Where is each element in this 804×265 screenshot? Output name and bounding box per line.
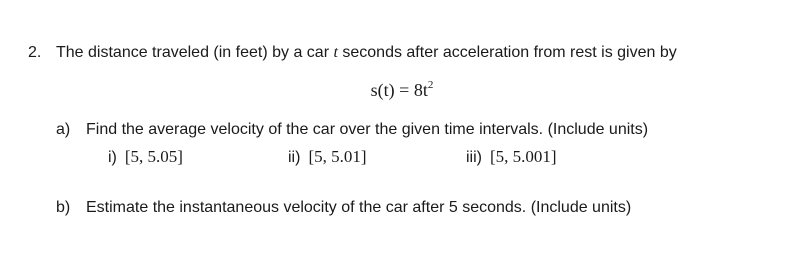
interval-iii-value: [5, 5.001]: [490, 147, 557, 166]
intro-text-before: The distance traveled (in feet) by a car: [56, 44, 334, 61]
distance-equation: [0, 80, 804, 101]
equation-exponent: 2: [427, 79, 434, 91]
intro-variable-t: t: [333, 44, 338, 61]
intro-text-after: seconds after acceleration from rest is given by: [337, 44, 677, 61]
part-a-label: a): [56, 121, 71, 138]
interval-ii-label: ii): [288, 149, 301, 166]
interval-i-value: [5, 5.05]: [124, 147, 183, 166]
problem-number: 2.: [28, 44, 42, 61]
problem-intro: [56, 44, 677, 62]
interval-ii-value: [5, 5.01]: [308, 147, 367, 166]
interval-i: [108, 147, 183, 167]
part-a-text: Find the average velocity of the car over the given time intervals. (Include units): [86, 121, 649, 138]
part-b-label: b): [56, 199, 71, 216]
part-b-text: Estimate the instantaneous velocity of the car after 5 seconds. (Include units): [86, 199, 632, 216]
interval-ii: [288, 147, 367, 167]
interval-i-label: i): [108, 149, 117, 166]
interval-iii: [466, 147, 557, 167]
equation-body: s(t) = 8t: [370, 80, 428, 100]
interval-iii-label: iii): [466, 149, 482, 166]
